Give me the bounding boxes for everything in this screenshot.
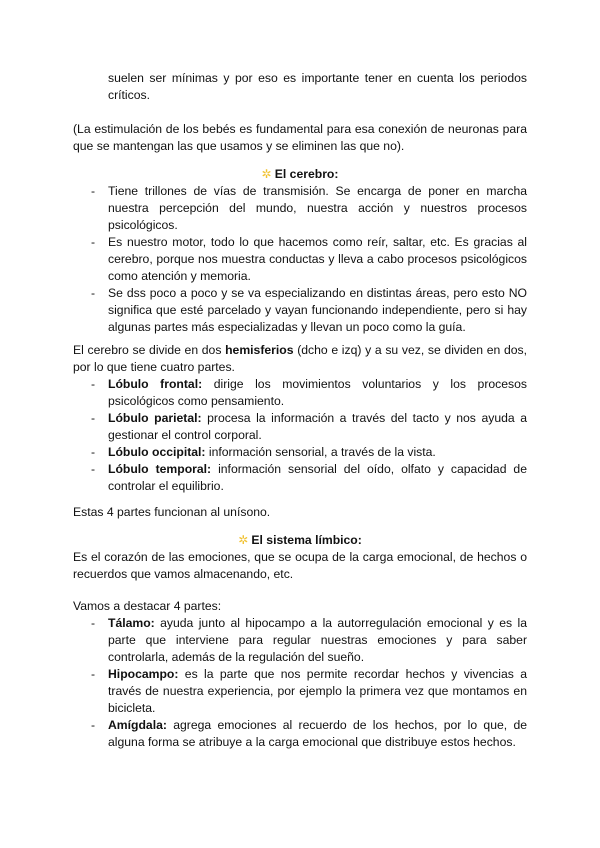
list-item: [73, 183, 527, 234]
dash-bullet: -: [91, 718, 96, 732]
unison-line: Estas 4 partes funcionan al unísono.: [73, 505, 271, 519]
hemisferios-paragraph: [73, 342, 527, 376]
star-icon: ✲: [261, 167, 272, 181]
list-item-text: Es nuestro motor, todo lo que hacemos como reír, saltar, etc. Es gracias al cerebro, porque nos muestra conductas y lleva a cabo procesos psicológicos como atención y memoria.: [108, 235, 527, 283]
dash-bullet: -: [91, 445, 96, 459]
cerebro-bullet-list: [73, 183, 527, 336]
list-item-text: Se dss poco a poco y se va especializando en distintas áreas, pero esto NO significa que esté parcelado y vayan funcionando independiente, pero si hay algunas partes más especializadas y llevan un poco como la guía.: [108, 286, 527, 334]
list-item-text: [108, 444, 527, 461]
limbico-parts-list: [73, 615, 527, 751]
term: Hipocampo:: [108, 667, 179, 681]
limbico-heading: [0, 532, 600, 549]
dash-bullet: -: [91, 667, 96, 681]
cerebro-heading-text: El cerebro:: [274, 167, 339, 181]
desc: información sensorial, a través de la vista.: [205, 445, 436, 459]
term: Tálamo:: [108, 616, 155, 630]
desc: ayuda junto al hipocampo a la autorregulación emocional y es la parte que interviene para regular nuestras emociones y para saber controlarla, además de la regulación del sueño.: [108, 616, 527, 664]
list-item: [73, 410, 527, 444]
dash-bullet: -: [91, 286, 96, 300]
intro-continuation: suelen ser mínimas y por eso es importante tener en cuenta los periodos críticos.: [108, 71, 527, 102]
dash-bullet: -: [91, 411, 96, 425]
list-item: [73, 376, 527, 410]
list-item-text: [108, 410, 527, 444]
dash-bullet: -: [91, 616, 96, 630]
list-item-text: [108, 666, 527, 717]
term: Lóbulo occipital:: [108, 445, 206, 459]
list-item: [73, 615, 527, 666]
star-icon: ✲: [238, 533, 249, 547]
dash-bullet: -: [91, 377, 96, 391]
limbico-description: Es el corazón de las emociones, que se ocupa de la carga emocional, de hechos o recuerdos que vamos almacenando, etc.: [73, 550, 527, 581]
list-item-text: Tiene trillones de vías de transmisión. Se encarga de poner en marcha nuestra percepción del mundo, nuestra acción y nuestros procesos psicológicos.: [108, 184, 527, 232]
list-item-text: [108, 461, 527, 495]
stimulation-note: (La estimulación de los bebés es fundamental para esa conexión de neuronas para que se mantengan las que usamos y se eliminen las que no).: [73, 122, 527, 153]
term: Lóbulo frontal:: [108, 377, 203, 391]
lobulos-list: [73, 376, 527, 495]
list-item: [73, 461, 527, 495]
list-item: [73, 717, 527, 751]
term: Lóbulo parietal:: [108, 411, 202, 425]
desc: procesa la información a través del tacto y nos ayuda a gestionar el control corporal.: [108, 411, 528, 442]
list-item-text: [108, 376, 527, 410]
list-item: [73, 234, 527, 285]
limbico-heading-text: El sistema límbico:: [251, 533, 362, 547]
list-item: [73, 666, 527, 717]
hemisferios-bold: hemisferios: [225, 343, 294, 357]
cerebro-heading: [0, 166, 600, 183]
term: Amígdala:: [108, 718, 167, 732]
dash-bullet: -: [91, 235, 96, 249]
desc: agrega emociones al recuerdo de los hechos, por lo que, de alguna forma se atribuye a la carga emocional que distribuye estos hechos.: [108, 718, 527, 749]
hemisferios-text-after: (dcho e izq) y a su vez, se dividen en dos, por lo que tiene cuatro partes.: [73, 343, 527, 374]
list-item-text: [108, 717, 527, 751]
list-item-text: [108, 615, 527, 666]
limbico-intro: Vamos a destacar 4 partes:: [73, 599, 222, 613]
list-item: [73, 285, 527, 336]
term: Lóbulo temporal:: [108, 462, 212, 476]
desc: dirige los movimientos voluntarios y los procesos psicológicos como pensamiento.: [108, 377, 528, 408]
desc: es la parte que nos permite recordar hechos y vivencias a través de nuestra experiencia, por ejemplo la primera vez que montamos en bicicleta.: [108, 667, 527, 715]
desc: información sensorial del oído, olfato y capacidad de controlar el equilibrio.: [108, 462, 527, 493]
list-item: [73, 444, 527, 461]
dash-bullet: -: [91, 462, 96, 476]
dash-bullet: -: [91, 184, 96, 198]
hemisferios-text-before: El cerebro se divide en dos: [73, 343, 226, 357]
